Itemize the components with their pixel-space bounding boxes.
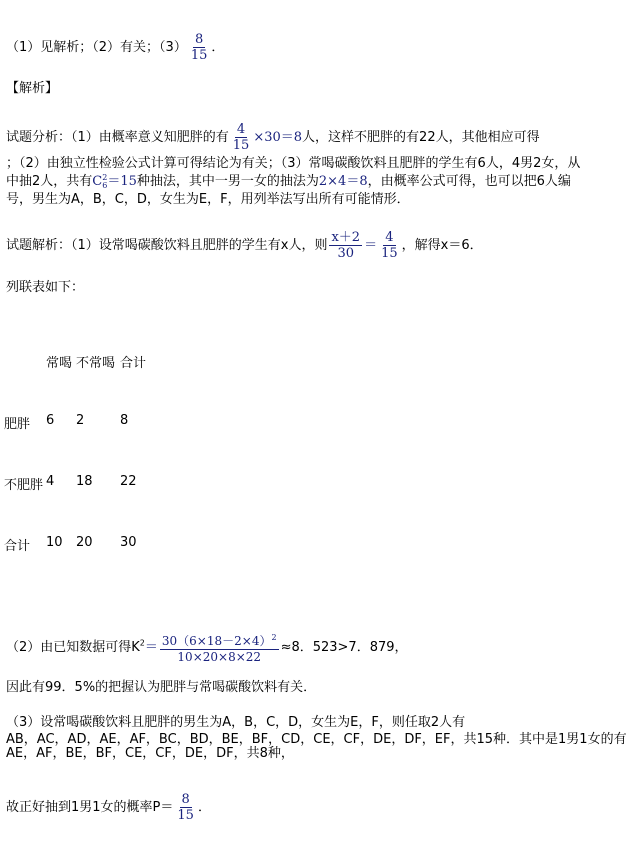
answer-fraction [189, 32, 210, 63]
analysis-line-4: 号，男生为A，B，C，D，女生为E，F，用列举法写出所有可能情形． [6, 192, 410, 207]
part2-text-b: ≈8．523>7．879， [280, 640, 408, 655]
answer-frac-den: 15 [190, 48, 208, 63]
chi-num-text: 30（6×18－2×4） [161, 634, 272, 648]
part2-conclusion: 因此有99．5%的把握认为肥胖与常喝碳酸饮料有关． [6, 680, 317, 695]
solution-fraction-1 [329, 230, 362, 261]
comb-sup: 2 [102, 172, 108, 182]
table-cell: 22 [120, 474, 137, 489]
comb-expr: ＝15 [107, 174, 137, 189]
analysis-l3-text-b: 种抽法，其中一男一女的抽法为 [136, 174, 319, 189]
solution-text-b: ，解得x＝6． [401, 238, 483, 253]
analysis-frac-den: 15 [232, 138, 250, 153]
table-cell: 20 [76, 535, 93, 550]
table-header-2: 不常喝 [76, 356, 116, 371]
combination-symbol [92, 174, 137, 189]
answer-end: ． [211, 40, 225, 55]
table-header-3: 合计 [120, 356, 147, 371]
solution-line-1 [6, 230, 483, 261]
analysis-line-1 [6, 122, 540, 153]
analysis-fraction [231, 122, 252, 153]
chi-den: 10×20×8×22 [177, 650, 262, 664]
solution-fraction-2 [379, 230, 400, 261]
answer-text: （1）见解析；（2）有关；（3） [6, 40, 187, 55]
part3-line-1: （3）设常喝碳酸饮料且肥胖的男生为A，B，C，D，女生为E，F，则任取2人有 [6, 715, 466, 730]
table-cell: 2 [76, 413, 85, 428]
part3-line-2: AB，AC，AD，AE，AF，BC，BD，BE，BF，CD，CE，CF，DE，DF，EF，共15种．其中是1男1女的有 [6, 732, 627, 747]
part2-line [6, 630, 408, 665]
part3-end: ． [197, 800, 211, 815]
part2-text: （2）由已知数据可得K [6, 640, 140, 655]
analysis-expr: ×30＝8 [253, 130, 303, 145]
sol-frac-den-2: 15 [381, 246, 398, 261]
sol-eq: ＝ [364, 238, 378, 253]
answer-line [6, 32, 224, 63]
part3-line-3: AE，AF，BE，BF，CE，CF，DE，DF，共8种， [6, 746, 294, 761]
sol-frac-den: 30 [337, 246, 355, 261]
table-intro: 列联表如下： [6, 280, 85, 295]
analysis-line-3 [6, 173, 571, 191]
comb-sub: 6 [102, 180, 108, 190]
probability-fraction [175, 792, 196, 823]
comb-c: C [92, 174, 103, 189]
sol-frac-num-2: 4 [385, 230, 394, 245]
sol-frac-num: x＋2 [331, 230, 361, 245]
analysis-l3-text: 中抽2人，共有 [6, 174, 93, 189]
table-cell: 10 [46, 535, 63, 550]
table-cell: 4 [46, 474, 55, 489]
table-header-1: 常喝 [46, 356, 73, 371]
part3-line-4 [6, 792, 211, 823]
analysis-text: 试题分析：（1）由概率意义知肥胖的有 [6, 130, 229, 145]
solution-text: 试题解析：（1）设常喝碳酸饮料且肥胖的学生有x人，则 [6, 238, 328, 253]
table-cell: 6 [46, 413, 55, 428]
table-cell: 8 [120, 413, 129, 428]
analysis-text-b: 人，这样不肥胖的有22人，其他相应可得 [302, 130, 540, 145]
analysis-l3-text-c: ，由概率公式可得，也可以把6人编 [367, 174, 571, 189]
chi-square-fraction [160, 630, 279, 665]
chi-num [160, 630, 279, 650]
analysis-l3-expr: 2×4＝8 [318, 174, 368, 189]
table-row-label: 合计 [4, 539, 31, 554]
part3-text: 故正好抽到1男1女的概率P＝ [6, 800, 174, 815]
table-cell: 30 [120, 535, 137, 550]
table-cell: 18 [76, 474, 93, 489]
analysis-line-2: ；（2）由独立性检验公式计算可得结论为有关；（3）常喝碳酸饮料且肥胖的学生有6人，4男2女，从 [6, 156, 581, 171]
prob-frac-den: 15 [177, 808, 194, 823]
prob-frac-num: 8 [181, 792, 190, 807]
part2-eq: ＝ [144, 640, 158, 655]
table-row-label: 肥胖 [4, 417, 31, 432]
answer-frac-num: 8 [194, 32, 204, 47]
chi-num-sup: 2 [271, 633, 277, 642]
section-header: 【解析】 [6, 81, 59, 96]
table-row-label: 不肥胖 [4, 478, 44, 493]
k-sup: 2 [139, 638, 145, 648]
analysis-frac-num: 4 [236, 122, 246, 137]
